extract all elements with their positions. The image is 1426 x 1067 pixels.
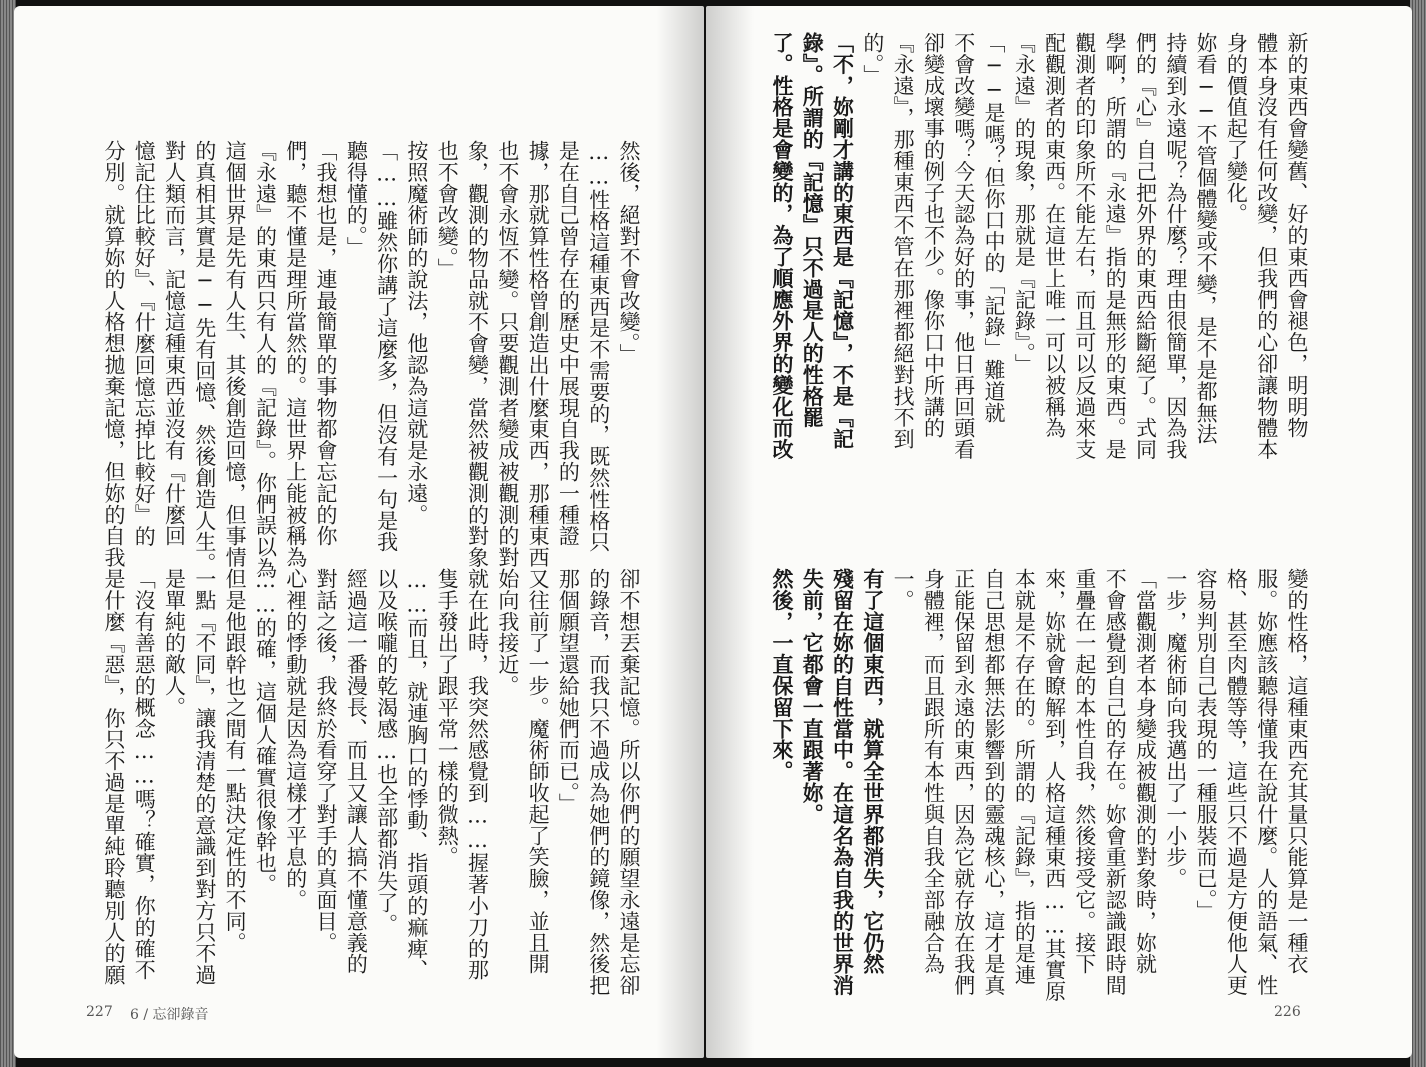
text-column: 來，妳就會瞭解到，人格這種東西……其實原 (1042, 568, 1067, 1002)
text-column: 持續到永遠呢？為什麼？理由很簡單，因為我 (1163, 32, 1188, 460)
text-column: 始向我接近。 (495, 568, 520, 697)
text-column: 新的東西會變舊、好的東西會褪色，明明物 (1285, 32, 1309, 439)
text-column: 是單純的敵人。 (162, 568, 187, 718)
text-column: 身的價值起了變化。 (1224, 32, 1249, 225)
text-column: ……而且，就連胸口的悸動、指頭的痲痺、 (404, 568, 429, 981)
text-column: ……的確，這個人確實很像幹也。 (253, 568, 278, 895)
text-column: 也不會改變。」 (435, 140, 460, 280)
left-page-bottom-block (99, 568, 644, 996)
text-column: 配觀測者的東西。在這世上唯一可以被稱為 (1042, 32, 1067, 439)
text-column: 「……雖然你講了這麼多，但沒有一句是我 (374, 140, 399, 553)
text-column: 『永遠』，那種東西不管在那裡都絕對找不到 (891, 32, 916, 450)
gutter-shadow (706, 6, 754, 1058)
text-column: 「我想也是，連最簡單的事物都會忘記的你 (314, 140, 339, 547)
right-page-bottom-block (767, 568, 1312, 1002)
text-column: 『永遠』的東西只有人的『記錄』。你們誤以為 (253, 140, 278, 579)
text-column: 失前，它都會一直跟著妳。 (800, 568, 826, 825)
text-column: 正能保留到永遠的東西，因為它就存放在我們 (951, 568, 976, 996)
text-column: 一點『不同』，讓我清楚的意識到對方只不過 (192, 568, 217, 986)
text-column: 對話之後，我終於看穿了對手的真面目。 (314, 568, 339, 954)
book-edge-right (1410, 0, 1426, 1067)
text-column: 重疊在一起的本性自我，然後接受它。接下 (1072, 568, 1097, 975)
text-column: 聽得懂的。」 (344, 140, 369, 258)
text-column: 「沒有善惡的概念……嗎？確實，你的確不 (132, 568, 157, 981)
text-column: 但是他跟幹也之間有一點決定性的不同。 (223, 568, 248, 954)
text-column: 容易判別自己表現的一種服裝而已。」 (1194, 568, 1219, 922)
text-column: 是什麼『惡』，你只不過是單純聆聽別人的願 (101, 568, 126, 986)
text-column: 又往前了一步。魔術師收起了笑臉，並且開 (526, 568, 551, 975)
text-column: 服。妳應該聽得懂我在說什麼。人的語氣、性 (1254, 568, 1279, 996)
text-column: 的。」 (860, 32, 885, 86)
text-column: 們，聽不懂是理所當然的。這世界上能被稱為 (283, 140, 308, 568)
text-column: 卻變成壞事的例子也不少。像你口中所講的 (921, 32, 946, 439)
text-column: 自己思想都無法影響到的靈魂核心，這才是真 (982, 568, 1007, 996)
text-column: 一步，魔術師向我邁出了一小步。 (1163, 568, 1188, 889)
text-column: 這個世界是先有人生、其後創造回憶，但事情 (223, 140, 248, 568)
text-column: 「不，妳剛才講的東西是『記憶』，不是『記 (830, 32, 856, 450)
text-column: 「──是嗎？但你口中的「記錄」難道就 (982, 32, 1007, 424)
text-column: 錄』。所謂的『記憶』只不過是人的性格罷 (800, 32, 826, 429)
left-page-top-block (99, 140, 644, 579)
text-column: 就在此時，我突然感覺到……握著小刀的那 (465, 568, 490, 981)
text-column: 了。性格是會變的，為了順應外界的變化而改 (769, 32, 795, 460)
text-column: 體本身沒有任何改變，但我們的心卻讓物體本 (1254, 32, 1279, 460)
text-column: 是在自己曾存在的歷史中展現自我的一種證 (556, 140, 581, 547)
text-column: 學啊，所謂的『永遠』指的是無形的東西。是 (1103, 32, 1128, 460)
right-page-top-block (767, 32, 1312, 532)
text-column: 經過這一番漫長、而且又讓人搞不懂意義的 (344, 568, 369, 975)
text-column: 『永遠』的現象，那就是『記錄』。」 (1012, 32, 1037, 375)
text-column: 憶記住比較好』、『什麼回憶忘掉比較好』的 (132, 140, 157, 547)
text-column: 觀測者的印象所不能左右，而且可以反過來支 (1072, 32, 1097, 460)
page-number: 226 (1274, 1004, 1301, 1020)
text-column: 的錄音，而我只不過成為她們的鏡像，然後把 (586, 568, 611, 996)
text-column: 的真相其實是──先有回憶、然後創造人生。 (192, 140, 217, 574)
left-page (14, 6, 704, 1058)
text-column: 心裡的悸動就是因為這樣才平息的。 (283, 568, 308, 911)
text-column: 據，那就算性格曾創造出什麼東西，那種東西 (526, 140, 551, 568)
text-column: 分別。就算妳的人格想拋棄記憶，但妳的自我 (101, 140, 126, 568)
running-head: 6 / 忘卻錄音 (130, 1007, 209, 1023)
text-column: 象，觀測的物品就不會變，當然被觀測的對象 (465, 140, 490, 568)
gutter-shadow (656, 6, 704, 1058)
text-column: 身體裡，而且跟所有本性與自我全部融合為 (921, 568, 946, 975)
text-column: 變的性格，這種東西充其量只能算是一種衣 (1285, 568, 1309, 975)
text-column: ……性格這種東西是不需要的，既然性格只 (586, 140, 611, 553)
text-column: 們的『心』自己把外界的東西給斷絕了。式同 (1133, 32, 1158, 460)
text-column: 不會改變嗎？今天認為好的事，他日再回頭看 (951, 32, 976, 460)
text-column: 隻手發出了跟平常一樣的微熱。 (435, 568, 460, 868)
text-column: 不會感覺到自己的存在。妳會重新認識跟時間 (1103, 568, 1128, 996)
text-column: 妳看──不管個體變或不變，是不是都無法 (1194, 32, 1219, 445)
text-column: 然後，絕對不會改變。」 (617, 140, 641, 365)
text-column: 格、甚至肉體等等，這些只不過是方便他人更 (1224, 568, 1249, 996)
text-column: 有了這個東西，就算全世界都消失，它仍然 (860, 568, 886, 975)
text-column: 以及喉嚨的乾渴感…也全部都消失了。 (374, 568, 399, 935)
right-page (706, 6, 1412, 1058)
page-number: 227 (86, 1004, 113, 1020)
text-column: 殘留在妳的自性當中。在這名為自我的世界消 (830, 568, 856, 996)
text-column: 對人類而言，記憶這種東西並沒有『什麼回 (162, 140, 187, 547)
text-column: 按照魔術師的說法，他認為這就是永遠。 (404, 140, 429, 526)
text-column: 一。 (891, 568, 916, 611)
text-column: 然後，一直保留下來。 (769, 568, 795, 782)
text-column: 也不會永恆不變。只要觀測者變成被觀測的對 (495, 140, 520, 568)
text-column: 「當觀測者本身變成被觀測的對象時，妳就 (1133, 568, 1158, 975)
text-column: 本就是不存在的。所謂的『記錄』，指的是連 (1012, 568, 1037, 986)
text-column: 卻不想丟棄記憶。所以你們的願望永遠是忘卻 (617, 568, 641, 996)
text-column: 那個願望還給她們而已。」 (556, 568, 581, 815)
